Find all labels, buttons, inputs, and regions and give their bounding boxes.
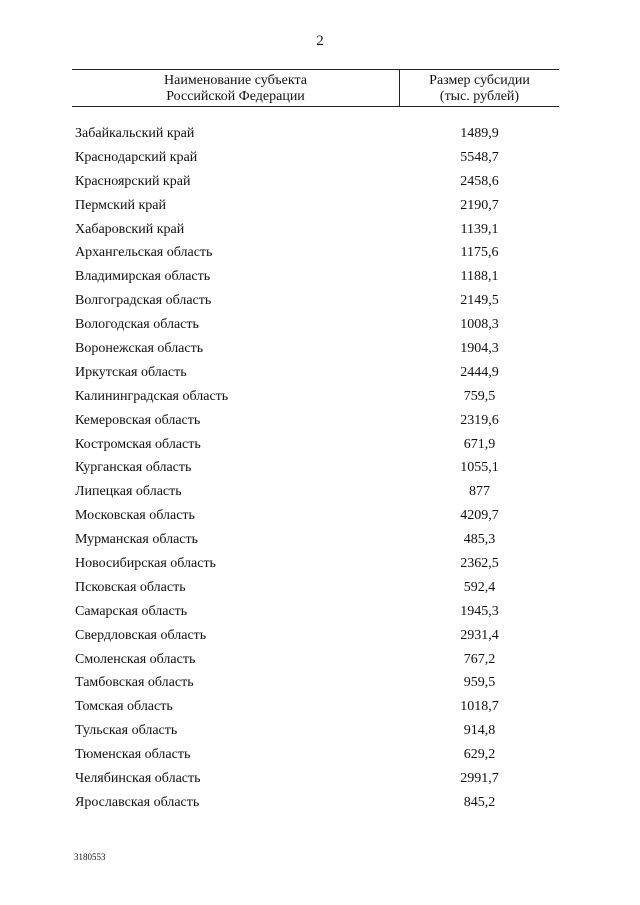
table-row [72,791,559,815]
table-row [72,313,559,337]
subsidy-value: 2444,9 [460,364,499,380]
header-region-name-line1: Наименование субъекта [164,73,307,88]
subsidy-value: 759,5 [463,388,496,404]
subsidy-value: 1489,9 [460,126,499,141]
region-name: Мурманская область [75,532,199,548]
region-name: Владимирская область [75,269,211,285]
subsidy-value: 5548,7 [460,149,499,165]
region-name: Иркутская область [75,364,187,380]
table-header [72,69,559,107]
subsidy-value: 1904,3 [460,341,499,357]
region-name: Кемеровская область [75,412,201,428]
table-row [72,170,559,194]
table-row [72,576,559,600]
table-row [72,743,559,767]
header-subsidy-amount [400,73,559,105]
table-row [72,767,559,791]
region-name: Воронежская область [75,341,204,357]
subsidy-value: 2931,4 [460,627,499,643]
region-name: Пермский край [75,197,166,213]
table-row [72,456,559,480]
region-name: Самарская область [75,603,188,619]
header-region-name [72,73,399,105]
region-name: Свердловская область [75,627,207,643]
region-name: Новосибирская область [75,556,216,572]
subsidy-value: 4209,7 [460,508,499,524]
subsidy-value: 767,2 [463,651,496,667]
subsidy-value: 2991,7 [460,771,499,787]
document-code: 3180553 [74,852,106,862]
region-name: Красноярский край [75,173,191,189]
header-subsidy-amount-line1: Размер субсидии [429,73,530,88]
region-name: Ярославская область [75,794,200,810]
region-name: Краснодарский край [75,149,198,165]
subsidy-value: 1175,6 [460,245,499,261]
table-row [72,241,559,265]
subsidy-value: 1139,1 [460,221,499,237]
table-row [72,433,559,457]
table-row [72,289,559,313]
subsidy-value: 629,2 [463,747,496,763]
subsidy-value: 1188,1 [460,269,499,285]
region-name: Вологодская область [75,317,199,333]
table-row [72,671,559,695]
table-row [72,385,559,409]
table-row [72,218,559,242]
table-row [72,648,559,672]
table-row [72,624,559,648]
subsidy-value: 2149,5 [460,293,499,309]
region-name: Калининградская область [75,388,229,404]
page-number: 2 [316,33,324,49]
header-region-name-line2: Российской Федерации [166,89,305,104]
subsidy-value: 959,5 [463,675,496,691]
region-name: Волгоградская область [75,293,212,309]
subsidy-value: 1008,3 [460,317,499,333]
subsidy-value: 485,3 [463,532,496,548]
table-row [72,600,559,624]
region-name: Тюменская область [75,747,191,763]
subsidy-value: 914,8 [463,723,496,739]
table-row [72,194,559,218]
region-name: Челябинская область [75,771,201,787]
subsidy-value: 2319,6 [460,412,499,428]
table-row [72,122,559,146]
table-row [72,695,559,719]
table-row [72,337,559,361]
region-name: Московская область [75,508,195,524]
header-subsidy-amount-line2: (тыс. рублей) [439,89,520,104]
subsidy-value: 845,2 [463,794,496,810]
subsidy-value: 671,9 [463,436,496,452]
subsidy-value: 592,4 [463,579,496,595]
table-row [72,504,559,528]
table-row [72,480,559,504]
region-name: Тульская область [75,723,178,739]
table-row [72,719,559,743]
region-name: Томская область [75,699,173,715]
region-name: Курганская область [75,460,192,476]
table-row [72,146,559,170]
table-row [72,265,559,289]
region-name: Смоленская область [75,651,196,667]
table-body [72,122,559,815]
subsidy-table [72,69,559,815]
subsidy-value: 1055,1 [460,460,499,476]
region-name: Забайкальский край [75,126,195,141]
region-name: Архангельская область [75,245,213,261]
region-name: Липецкая область [75,484,182,500]
table-row [72,409,559,433]
subsidy-value: 1945,3 [460,603,499,619]
table-row [72,361,559,385]
subsidy-value: 2458,6 [460,173,499,189]
region-name: Псковская область [75,579,186,595]
subsidy-value: 2190,7 [460,197,499,213]
table-row [72,552,559,576]
subsidy-value: 1018,7 [460,699,499,715]
region-name: Тамбовская область [75,675,194,691]
region-name: Костромская область [75,436,201,452]
subsidy-value: 2362,5 [460,556,499,572]
table-row [72,528,559,552]
subsidy-value: 877 [469,484,490,500]
region-name: Хабаровский край [75,221,185,237]
